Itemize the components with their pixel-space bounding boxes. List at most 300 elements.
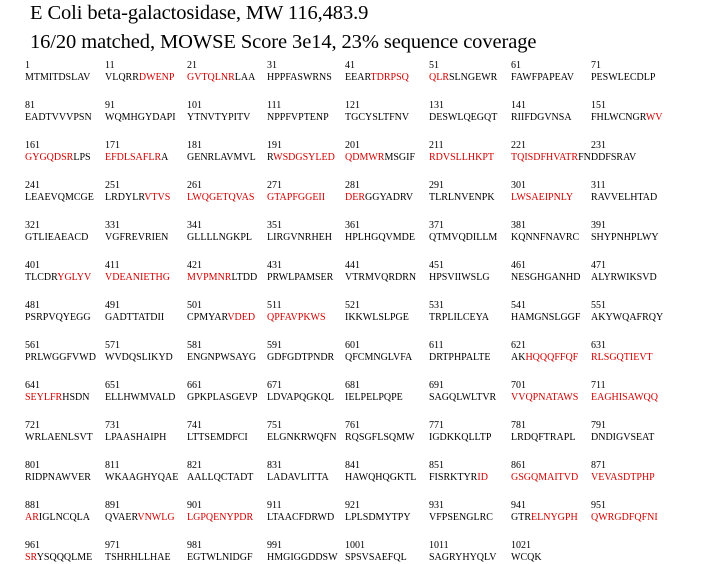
sequence-block [25,140,715,164]
matched-peptide: VDEANIETHG [105,272,170,283]
sequence-chunk [345,512,411,524]
unmatched-residues: RIDPNAWVER [25,472,91,483]
sequence-row [25,72,715,84]
unmatched-residues: IGDKKQLLTP [429,432,492,443]
sequence-row [25,552,715,564]
residue-position: 1021 [511,540,531,551]
sequence-chunk [267,232,332,244]
unmatched-residues: NESGHGANHD [511,272,581,283]
unmatched-residues: GENRLAVMVL [187,152,256,163]
sequence-chunk [25,552,92,564]
sequence-chunk [345,72,409,84]
matched-peptide: EAGHISAWQQ [591,392,658,403]
sequence-chunk [187,432,248,444]
position-row [25,180,715,192]
sequence-chunk [267,512,334,524]
sequence-chunk [105,72,174,84]
unmatched-residues: CPMYAR [187,312,228,323]
matched-peptide: SEYLFR [25,392,63,403]
residue-position: 451 [429,260,444,271]
unmatched-residues: LPLSDMYTPY [345,512,411,523]
residue-position: 771 [429,420,444,431]
residue-position: 301 [511,180,526,191]
sequence-chunk [591,392,658,404]
matched-peptide: VTVS [144,192,171,203]
sequence-chunk [429,512,493,524]
unmatched-residues: HSDN [62,392,90,403]
residue-position: 471 [591,260,606,271]
sequence-chunk [591,192,657,204]
matched-peptide: WV [645,112,663,123]
position-row [25,60,715,72]
residue-position: 91 [105,100,115,111]
residue-position: 31 [267,60,277,71]
unmatched-residues: LAA [234,72,256,83]
sequence-chunk [591,72,655,84]
residue-position: 171 [105,140,120,151]
residue-position: 341 [187,220,202,231]
unmatched-residues: QVAER [105,512,138,523]
matched-peptide: RDVSLLHKPT [429,152,495,163]
residue-position: 281 [345,180,360,191]
sequence-row [25,272,715,284]
unmatched-residues: GTR [511,512,531,523]
sequence-chunk [105,232,168,244]
sequence-row [25,232,715,244]
residue-position: 721 [25,420,40,431]
sequence-chunk [267,152,335,164]
sequence-chunk [105,152,168,164]
residue-position: 661 [187,380,202,391]
position-row [25,260,715,272]
sequence-chunk [105,472,178,484]
residue-position: 751 [267,420,282,431]
unmatched-residues: FHLWCNGR [591,112,646,123]
unmatched-residues: TRPLILCEYA [429,312,489,323]
residue-position: 501 [187,300,202,311]
matched-peptide: RLSGQTIEVT [591,352,653,363]
matched-peptide: QDMWR [345,152,385,163]
residue-position: 41 [345,60,355,71]
unmatched-residues: QFCMNGLVFA [345,352,413,363]
sequence-row [25,432,715,444]
sequence-chunk [511,312,580,324]
sequence-chunk [345,192,413,204]
residue-position: 511 [267,300,282,311]
unmatched-residues: LTTSEMDFCI [187,432,248,443]
unmatched-residues: R [511,112,518,123]
sequence-chunk [25,72,90,84]
residue-position: 241 [25,180,40,191]
unmatched-residues: NPPFVPTENP [267,112,329,123]
residue-position: 1011 [429,540,449,551]
residue-position: 21 [187,60,197,71]
sequence-block [25,500,715,524]
sequence-chunk [105,112,176,124]
residue-position: 441 [345,260,360,271]
residue-position: 421 [187,260,202,271]
unmatched-residues: LADAVLITTA [267,472,329,483]
unmatched-residues: ELLHWMVALD [105,392,176,403]
sequence-block [25,380,715,404]
sequence-chunk [591,112,663,124]
position-row [25,340,715,352]
unmatched-residues: GTLIEAEACD [25,232,89,243]
sequence-chunk [187,552,253,564]
unmatched-residues: DESWLQEGQT [429,112,498,123]
unmatched-residues: HPLHGQVMDE [345,232,415,243]
sequence-chunk [429,152,494,164]
unmatched-residues: A [161,152,169,163]
unmatched-residues: WKAAGHYQAE [105,472,179,483]
unmatched-residues: KQNNFNAVRC [511,232,580,243]
residue-position: 11 [105,60,115,71]
sequence-row [25,312,715,324]
sequence-chunk [25,512,90,524]
sequence-chunk [511,472,578,484]
unmatched-residues: VFPSENGLRC [429,512,493,523]
unmatched-residues: SLNGEWR [449,72,498,83]
residue-position: 711 [591,380,606,391]
unmatched-residues: HPSVIIWSLG [429,272,490,283]
unmatched-residues: WVDQSLIKYD [105,352,173,363]
residue-position: 81 [25,100,35,111]
position-row [25,140,715,152]
residue-position: 371 [429,220,444,231]
unmatched-residues: QTMVQDILLM [429,232,498,243]
sequence-chunk [187,472,253,484]
sequence-chunk [267,472,329,484]
sequence-chunk [105,432,166,444]
matched-peptide: GDFQFNI [614,512,658,523]
residue-position: 131 [429,100,444,111]
sequence-block [25,260,715,284]
unmatched-residues: YTNVTYPITV [187,112,251,123]
unmatched-residues: SPSVSAEFQL [345,552,407,563]
page-title: E Coli beta-galactosidase, MW 116,483.9 [30,2,369,24]
residue-position: 1 [25,60,30,71]
residue-position: 161 [25,140,40,151]
sequence-chunk [267,272,333,284]
unmatched-residues: PRWLPAMSER [267,272,334,283]
residue-position: 381 [511,220,526,231]
residue-position: 851 [429,460,444,471]
unmatched-residues: SAGRYHYQLV [429,552,497,563]
unmatched-residues: LRDYLR [105,192,145,203]
residue-position: 881 [25,500,40,511]
sequence-chunk [25,232,88,244]
matched-peptide: ELNYGPH [531,512,578,523]
sequence-chunk [345,272,416,284]
residue-position: 71 [591,60,601,71]
residue-position: 561 [25,340,40,351]
sequence-chunk [267,192,325,204]
residue-position: 521 [345,300,360,311]
sequence-chunk [591,272,657,284]
sequence-chunk [429,312,489,324]
sequence-chunk [187,352,256,364]
sequence-chunk [25,192,94,204]
sequence-chunk [267,432,336,444]
residue-position: 811 [105,460,120,471]
sequence-chunk [25,392,89,404]
sequence-row [25,152,715,164]
residue-position: 791 [591,420,606,431]
sequence-chunk [345,232,415,244]
sequence-chunk [187,392,258,404]
sequence-chunk [511,352,578,364]
residue-position: 461 [511,260,526,271]
sequence-chunk [429,192,495,204]
unmatched-residues: PRLWGGFVWD [25,352,96,363]
unmatched-residues: FISRKTYR [429,472,478,483]
match-summary: 16/20 matched, MOWSE Score 3e14, 23% sequence coverage [30,31,537,53]
residue-position: 991 [267,540,282,551]
residue-position: 271 [267,180,282,191]
residue-position: 641 [25,380,40,391]
residue-position: 621 [511,340,526,351]
matched-peptide: HQQQFFQF [525,352,579,363]
residue-position: 351 [267,220,282,231]
unmatched-residues: WCQK [511,552,542,563]
residue-position: 491 [105,300,120,311]
sequence-block [25,460,715,484]
unmatched-residues: TLRLNVENPK [429,192,495,203]
unmatched-residues: IKKWLSLPGE [345,312,409,323]
matched-peptide: VDED [227,312,256,323]
sequence-chunk [25,312,91,324]
sequence-chunk [591,312,663,324]
sequence-chunk [187,192,254,204]
residue-position: 691 [429,380,444,391]
sequence-chunk [511,72,574,84]
sequence-chunk [105,512,175,524]
unmatched-residues: GPKPLASGEVP [187,392,258,403]
unmatched-residues: LDVAPQGKQL [267,392,335,403]
position-row [25,380,715,392]
residue-position: 411 [105,260,120,271]
residue-position: 141 [511,100,526,111]
matched-peptide: GYGQDSR [25,152,74,163]
residue-position: 321 [25,220,40,231]
unmatched-residues: IIFDGVNSA [517,112,572,123]
unmatched-residues: LTAACFDRWD [267,512,335,523]
unmatched-residues: WQMHGYDAPI [105,112,176,123]
unmatched-residues: AVVELHTAD [597,192,658,203]
unmatched-residues: IELPELPQPE [345,392,403,403]
sequence-chunk [429,72,497,84]
residue-position: 981 [187,540,202,551]
unmatched-residues: GGYADRV [365,192,414,203]
matched-peptide: VVQPNATAWS [511,392,579,403]
residue-position: 1001 [345,540,365,551]
unmatched-residues: TGCYSLTFNV [345,112,410,123]
residue-position: 221 [511,140,526,151]
residue-position: 671 [267,380,282,391]
unmatched-residues: HAWQHQGKTL [345,472,417,483]
sequence-chunk [105,392,175,404]
residue-position: 581 [187,340,202,351]
residue-position: 431 [267,260,282,271]
residue-position: 941 [511,500,526,511]
sequence-block [25,420,715,444]
matched-peptide: TDRPSQ [370,72,409,83]
residue-position: 611 [429,340,444,351]
position-row [25,100,715,112]
matched-peptide: LWQGETQVAS [187,192,255,203]
unmatched-residues: FNDDFSRAV [578,152,637,163]
sequence-chunk [345,312,409,324]
matched-peptide: AR [25,512,39,523]
unmatched-residues: VGFREVRIEN [105,232,169,243]
sequence-block [25,300,715,324]
sequence-chunk [187,272,257,284]
sequence-chunk [187,152,256,164]
residue-position: 921 [345,500,360,511]
unmatched-residues: EEAR [345,72,371,83]
residue-position: 651 [105,380,120,391]
residue-position: 111 [267,100,282,111]
sequence-chunk [187,112,250,124]
position-row [25,420,715,432]
residue-position: 481 [25,300,40,311]
unmatched-residues: SHYPNHPLWY [591,232,659,243]
residue-position: 181 [187,140,202,151]
unmatched-residues: EGTWLNIDGF [187,552,253,563]
residue-position: 891 [105,500,120,511]
residue-position: 931 [429,500,444,511]
unmatched-residues: AK [511,352,526,363]
unmatched-residues: TSHRHLLHAE [105,552,171,563]
sequence-chunk [345,552,407,564]
sequence-chunk [345,472,416,484]
sequence-chunk [429,392,496,404]
residue-position: 261 [187,180,202,191]
residue-position: 331 [105,220,120,231]
unmatched-residues: MSGIF [384,152,416,163]
matched-peptide: SR [25,552,37,563]
residue-position: 841 [345,460,360,471]
position-row [25,220,715,232]
sequence-row [25,392,715,404]
residue-position: 211 [429,140,444,151]
residue-position: 391 [591,220,606,231]
unmatched-residues: ELGNKRWQFN [267,432,337,443]
matched-peptide: WSDGSYLED [273,152,335,163]
residue-position: 871 [591,460,606,471]
sequence-chunk [345,112,409,124]
sequence-chunk [429,472,488,484]
unmatched-residues: RQSGFLSQMW [345,432,415,443]
residue-position: 801 [25,460,40,471]
position-row [25,460,715,472]
unmatched-residues: EADTVVVPSN [25,112,92,123]
residue-position: 971 [105,540,120,551]
sequence-chunk [105,312,164,324]
residue-position: 551 [591,300,606,311]
sequence-chunk [345,352,412,364]
sequence-chunk [267,352,334,364]
unmatched-residues: ALYRWIKSVD [591,272,657,283]
matched-peptide: DER [345,192,365,203]
residue-position: 741 [187,420,202,431]
residue-position: 151 [591,100,606,111]
sequence-chunk [25,152,91,164]
sequence-chunk [345,392,403,404]
unmatched-residues: HPPFASWRNS [267,72,332,83]
residue-position: 201 [345,140,360,151]
matched-peptide: QLR [429,72,449,83]
unmatched-residues: FAWFPAPEAV [511,72,574,83]
sequence-chunk [25,472,91,484]
unmatched-residues: AKYWQAFRQY [591,312,664,323]
unmatched-residues: YSQQQLME [36,552,93,563]
sequence-chunk [591,352,653,364]
residue-position: 101 [187,100,202,111]
sequence-chunk [591,472,655,484]
unmatched-residues: LTDD [231,272,258,283]
residue-position: 961 [25,540,40,551]
sequence-chunk [591,512,658,524]
residue-position: 781 [511,420,526,431]
unmatched-residues: GADTTATDII [105,312,165,323]
matched-peptide: EFDLSAFLR [105,152,162,163]
residue-position: 231 [591,140,606,151]
sequence-chunk [511,552,542,564]
position-row [25,300,715,312]
sequence-chunk [25,432,93,444]
sequence-block [25,540,715,564]
sequence-chunk [267,112,329,124]
unmatched-residues: R [267,152,274,163]
unmatched-residues: AALLQCTADT [187,472,254,483]
matched-peptide: GSGQMAITVD [511,472,579,483]
unmatched-residues: MTMITDSLAV [25,72,91,83]
unmatched-residues: ENGNPWSAYG [187,352,257,363]
residue-position: 121 [345,100,360,111]
sequence-chunk [511,152,636,164]
unmatched-residues: R [591,192,598,203]
position-row [25,540,715,552]
matched-peptide: DWENP [138,72,175,83]
matched-peptide: GTAPFGGEII [267,192,326,203]
sequence-chunk [267,312,326,324]
sequence-chunk [511,232,579,244]
sequence-row [25,192,715,204]
unmatched-residues: LEAEVQMCGE [25,192,94,203]
unmatched-residues: HMGIGGDDSW [267,552,338,563]
residue-position: 291 [429,180,444,191]
sequence-chunk [267,392,334,404]
sequence-chunk [429,432,491,444]
sequence-chunk [105,352,173,364]
residue-position: 591 [267,340,282,351]
unmatched-residues: LIRGVNRHEH [267,232,332,243]
sequence-chunk [429,232,497,244]
matched-peptide: TQISDFHVATR [511,152,579,163]
unmatched-residues: PSRPVQYEGG [25,312,91,323]
position-row [25,500,715,512]
residue-position: 821 [187,460,202,471]
unmatched-residues: SAGQLWLTVR [429,392,497,403]
sequence-chunk [267,552,338,564]
sequence-chunk [25,352,96,364]
sequence-row [25,512,715,524]
sequence-chunk [511,112,572,124]
residue-position: 911 [267,500,282,511]
residue-position: 761 [345,420,360,431]
residue-position: 361 [345,220,360,231]
